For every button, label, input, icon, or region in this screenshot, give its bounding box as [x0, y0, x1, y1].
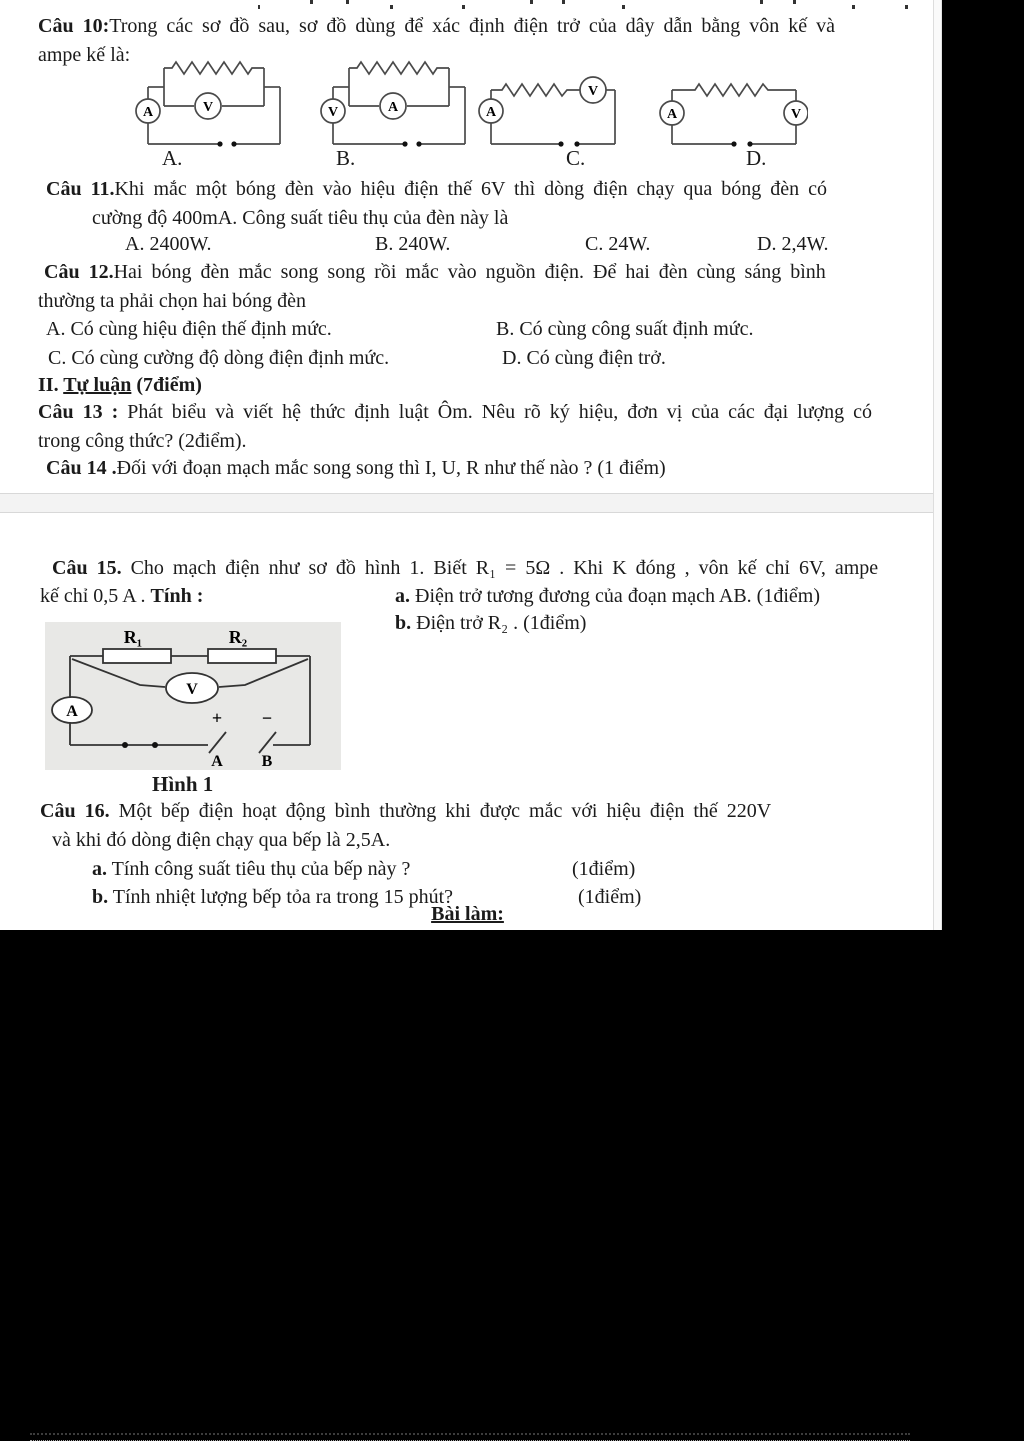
circuit-caption-d: D.: [746, 146, 767, 170]
resistor-icon: [349, 62, 449, 74]
resistor-icon: [672, 84, 796, 96]
q12-option-d: D. Có cùng điện trở.: [502, 347, 666, 369]
r1-label: R₁: [123, 627, 143, 647]
q16-part-b-points: (1điểm): [578, 886, 642, 908]
circuit-caption-b: B.: [336, 146, 356, 170]
figure-caption: Hình 1: [152, 772, 214, 796]
plus-sign: +: [211, 708, 223, 728]
meter-letter: A: [666, 107, 678, 122]
circuit-diagram-option-c: [475, 60, 635, 152]
question-16-line-1: Câu 16. Một bếp điện hoạt động bình thường khi được mắc với hiệu điện thế 220V: [40, 800, 772, 822]
q16-part-b: b. Tính nhiệt lượng bếp tỏa ra trong 15 phút?: [92, 886, 453, 908]
question-11-label: Câu 11.: [46, 178, 115, 200]
question-13-line-2: trong công thức? (2điểm).: [38, 430, 247, 452]
circuit-caption-a: A.: [162, 146, 183, 170]
question-15-line-2: kế chỉ 0,5 A . Tính :: [40, 585, 204, 607]
q16-part-a-points: (1điểm): [572, 858, 636, 880]
ammeter-letter: A: [66, 703, 78, 720]
terminal-a-label: A: [211, 753, 223, 770]
question-14: Câu 14 .Đối với đoạn mạch mắc song song thì I, U, R như thế nào ? (1 điểm): [46, 457, 666, 479]
meter-letter: A: [142, 105, 154, 120]
q11-option-d: D. 2,4W.: [757, 233, 829, 255]
question-10-label: Câu 10:: [38, 15, 110, 37]
resistor-r2-icon: [208, 649, 276, 663]
q11-option-c: C. 24W.: [585, 233, 651, 255]
section-ii-heading: II. Tự luận (7điểm): [38, 374, 202, 396]
q11-option-a: A. 2400W.: [125, 233, 212, 255]
question-12-line-2: thường ta phải chọn hai bóng đèn: [38, 290, 307, 312]
terminal-b-label: B: [261, 753, 273, 770]
r2-label: R₂: [228, 627, 248, 647]
resistor-r1-icon: [103, 649, 171, 663]
resistor-icon: [491, 84, 580, 96]
section-title: Tự luận: [63, 374, 132, 396]
question-11-line-2: cường độ 400mA. Công suất tiêu thụ của đèn này là: [92, 207, 509, 229]
meter-letter: V: [587, 84, 599, 99]
meter-letter: A: [485, 105, 497, 120]
q12-option-a: A. Có cùng hiệu điện thế định mức.: [46, 318, 332, 340]
question-12-label: Câu 12.: [44, 261, 114, 283]
minus-sign: −: [261, 708, 273, 728]
meter-letter: V: [202, 100, 214, 115]
question-15-line-1: Câu 15. Cho mạch điện như sơ đồ hình 1. Biết R₁ = 5Ω . Khi K đóng , vôn kế chỉ 6V, ampe: [52, 557, 879, 579]
q11-option-b: B. 240W.: [375, 233, 451, 255]
q12-option-c: C. Có cùng cường độ dòng điện định mức.: [48, 347, 390, 369]
switch-contact: [231, 141, 236, 146]
switch-contact: [402, 141, 407, 146]
figure-hinh-1-circuit: [45, 622, 341, 770]
answer-dotted-line: [30, 1433, 910, 1435]
switch-contact: [558, 141, 563, 146]
question-12-line-1: Câu 12.Hai bóng đèn mắc song song rồi mắc vào nguồn điện. Để hai đèn cùng sáng bình: [44, 261, 826, 283]
meter-letter: A: [387, 100, 399, 115]
exam-page-1: [0, 0, 935, 493]
switch-contact: [731, 141, 736, 146]
question-16-label: Câu 16.: [40, 800, 110, 822]
question-11-line-1: Câu 11.Khi mắc một bóng đèn vào hiệu điện thế 6V thì dòng điện chạy qua bóng đèn có: [46, 178, 827, 200]
q15-part-a: a. Điện trở tương đương của đoạn mạch AB. (1điểm): [395, 585, 820, 607]
meter-letter: V: [790, 107, 802, 122]
q12-option-b: B. Có cùng công suất định mức.: [496, 318, 754, 340]
voltmeter-letter: V: [186, 681, 198, 698]
question-13-label: Câu 13 :: [38, 401, 119, 423]
question-14-label: Câu 14 .: [46, 457, 117, 479]
right-gutter: [933, 0, 942, 930]
question-13-line-1: Câu 13 : Phát biểu và viết hệ thức định luật Ôm. Nêu rõ ký hiệu, đơn vị của các đại lượng có: [38, 401, 873, 423]
question-15-label: Câu 15.: [52, 557, 122, 579]
switch-contact: [217, 141, 222, 146]
page-break-gap: [0, 493, 935, 513]
switch-contact: [122, 742, 128, 748]
question-16-line-2: và khi đó dòng điện chạy qua bếp là 2,5A.: [52, 829, 391, 851]
circuit-caption-c: C.: [566, 146, 586, 170]
question-10-line-1: Câu 10:Trong các sơ đồ sau, sơ đồ dùng để xác định điện trở của dây dẫn bằng vôn kế và: [38, 15, 835, 37]
circuit-diagram-option-b: [315, 60, 467, 152]
bai-lam-heading: Bài làm:: [431, 903, 504, 925]
switch-contact: [416, 141, 421, 146]
q15-part-b: b. Điện trở R₂ . (1điểm): [395, 612, 587, 634]
circuit-diagram-option-d: [658, 60, 808, 152]
question-10-line-2: ampe kế là:: [38, 44, 131, 66]
q16-part-a: a. Tính công suất tiêu thụ của bếp này ?: [92, 858, 411, 880]
meter-letter: V: [327, 105, 339, 120]
exam-page-2: [0, 513, 935, 930]
circuit-diagram-option-a: [130, 60, 282, 152]
switch-contact: [152, 742, 158, 748]
resistor-icon: [164, 62, 264, 74]
